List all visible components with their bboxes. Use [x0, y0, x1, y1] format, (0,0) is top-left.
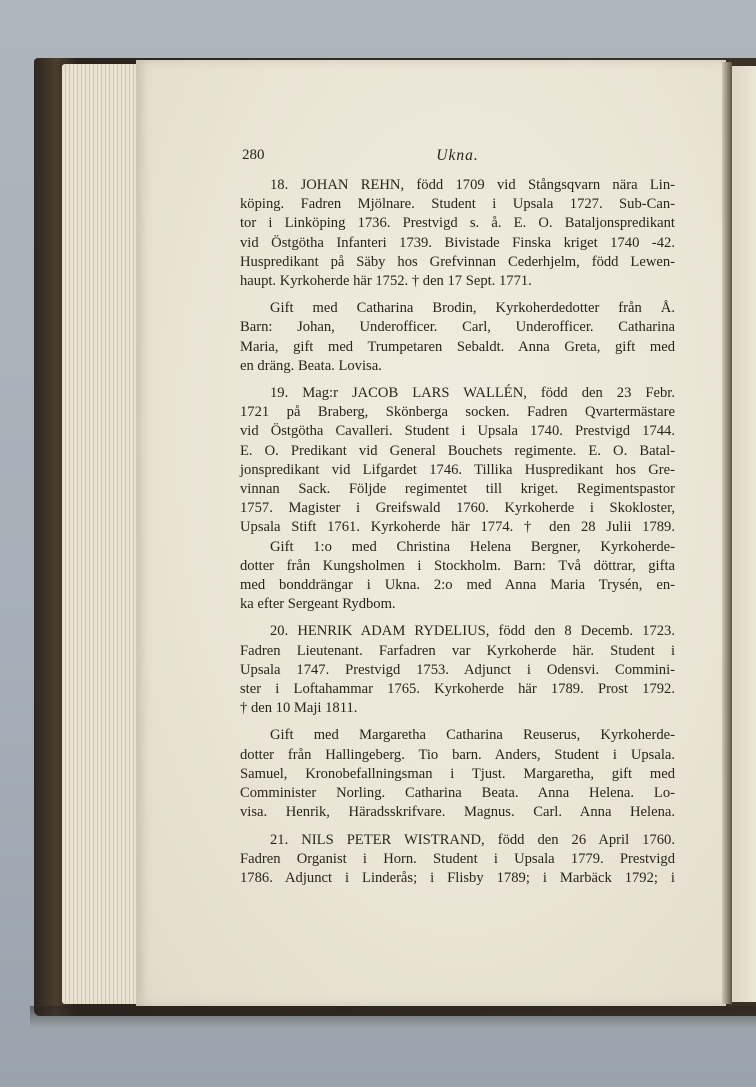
text-line: E. O. Predikant vid General Bouchets regimente. E. O. Batal-	[240, 442, 675, 459]
text-line: Upsala Stift 1761. Kyrkoherde här 1774. † den 28 Julii 1789.	[240, 519, 675, 536]
text-line: vid Östgötha Infanteri 1739. Bivistade Finska kriget 1740 -42.	[240, 234, 675, 251]
page-header	[240, 140, 675, 162]
page-edges	[62, 64, 142, 1004]
text-line: Fadren Organist i Horn. Student i Upsala 1779. Prestvigd	[240, 850, 675, 867]
text-line: 21. NILS PETER WISTRAND, född den 26 April 1760.	[270, 831, 675, 848]
text-line: Comminister Norling. Catharina Beata. Anna Helena. Lo-	[240, 785, 675, 802]
text-line: Fadren Lieutenant. Farfadren var Kyrkoherde här. Student i	[240, 642, 675, 659]
text-line: en dräng. Beata. Lovisa.	[240, 357, 382, 374]
text-line: 20. HENRIK ADAM RYDELIUS, född den 8 Decemb. 1723.	[270, 623, 675, 640]
book-gutter	[722, 62, 732, 1004]
text-line: ster i Loftahammar 1765. Kyrkoherde här 1789. Prost 1792.	[240, 681, 675, 698]
text-line: dotter från Hallingeberg. Tio barn. Anders, Student i Upsala.	[240, 746, 675, 763]
book-shadow	[30, 1006, 756, 1028]
text-line: vid Östgötha Cavalleri. Student i Upsala 1740. Prestvigd 1744.	[240, 423, 675, 440]
running-title: Ukna.	[436, 147, 479, 164]
page-text	[240, 140, 675, 888]
text-line: Gift med Catharina Brodin, Kyrkoherdedotter från Å.	[270, 300, 675, 317]
text-line: Gift med Margaretha Catharina Reuserus, Kyrkoherde-	[270, 727, 675, 744]
text-line: Maria, gift med Trumpetaren Sebaldt. Anna Greta, gift med	[240, 338, 675, 355]
text-line: 1757. Magister i Greifswald 1760. Kyrkoherde i Skokloster,	[240, 500, 675, 517]
text-line: köping. Fadren Mjölnare. Student i Upsala 1727. Sub-Can-	[240, 196, 675, 213]
text-line: Gift 1:o med Christina Helena Bergner, Kyrkoherde-	[270, 538, 675, 555]
text-line: 1721 på Braberg, Skönberga socken. Fadren Qvartermästare	[240, 404, 675, 421]
text-line: ka efter Sergeant Rydbom.	[240, 596, 396, 613]
facing-page-edge	[732, 66, 756, 1002]
text-line: 18. JOHAN REHN, född 1709 vid Stångsqvarn nära Lin-	[270, 177, 675, 193]
text-line: visa. Henrik, Häradsskrifvare. Magnus. Carl. Anna Helena.	[240, 804, 675, 821]
text-line: tor i Linköping 1736. Prestvigd s. å. E. O. Bataljonspredikant	[240, 215, 675, 232]
text-line: Upsala 1747. Prestvigd 1753. Adjunct i Odensvi. Commini-	[240, 661, 675, 678]
text-line: 19. Mag:r JACOB LARS WALLÉN, född den 23 Febr.	[270, 385, 675, 402]
text-line: Huspredikant på Säby hos Grefvinnan Cederhjelm, född Lewen-	[240, 253, 675, 270]
text-line: † den 10 Maji 1811.	[240, 700, 358, 717]
text-line: jonspredikant vid Lifgardet 1746. Tillika Huspredikant hos Gre-	[240, 461, 675, 478]
page-number: 280	[242, 147, 265, 163]
text-line: Samuel, Kronobefallningsman i Tjust. Margaretha, gift med	[240, 765, 675, 782]
text-line: 1786. Adjunct i Linderås; i Flisby 1789; i Marbäck 1792; i	[240, 869, 675, 886]
text-line: vinnan Sack. Följde regimentet till kriget. Regimentspastor	[240, 481, 675, 498]
text-line: Barn: Johan, Underofficer. Carl, Underofficer. Catharina	[240, 319, 675, 336]
text-line: med bonddrängar i Ukna. 2:o med Anna Maria Trysén, en-	[240, 577, 675, 594]
text-line: dotter från Kungsholmen i Stockholm. Barn: Två döttrar, gifta	[240, 557, 675, 574]
text-line: haupt. Kyrkoherde här 1752. † den 17 Sept. 1771.	[240, 273, 532, 290]
